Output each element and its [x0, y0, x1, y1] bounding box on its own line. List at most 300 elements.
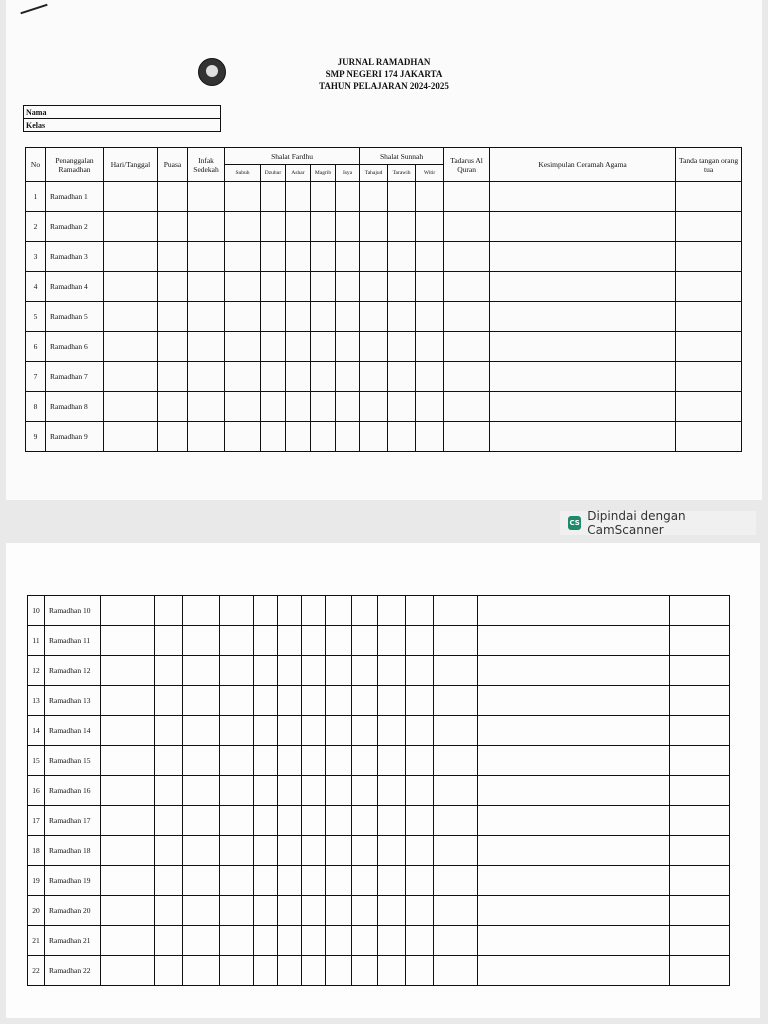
empty-cell [670, 866, 730, 896]
empty-cell [261, 422, 286, 452]
empty-cell [278, 956, 302, 986]
empty-cell [352, 626, 378, 656]
row-number: 5 [26, 302, 46, 332]
empty-cell [676, 242, 742, 272]
empty-cell [302, 716, 326, 746]
empty-cell [336, 182, 360, 212]
table-row [28, 686, 730, 716]
row-number: 11 [28, 626, 45, 656]
empty-cell [261, 302, 286, 332]
empty-cell [155, 866, 183, 896]
empty-cell [676, 212, 742, 242]
empty-cell [183, 746, 220, 776]
empty-cell [416, 392, 444, 422]
col-hari-tanggal: Hari/Tanggal [104, 148, 158, 182]
empty-cell [225, 422, 261, 452]
table-row [28, 866, 730, 896]
empty-cell [254, 746, 278, 776]
empty-cell [302, 896, 326, 926]
empty-cell [188, 332, 225, 362]
empty-cell [220, 926, 254, 956]
row-ramadhan-label: Ramadhan 19 [45, 866, 101, 896]
empty-cell [388, 422, 416, 452]
empty-cell [158, 242, 188, 272]
empty-cell [360, 272, 388, 302]
empty-cell [286, 362, 311, 392]
empty-cell [183, 626, 220, 656]
empty-cell [444, 422, 490, 452]
empty-cell [311, 422, 336, 452]
empty-cell [406, 836, 434, 866]
empty-cell [155, 656, 183, 686]
empty-cell [225, 392, 261, 422]
table-row [26, 212, 742, 242]
empty-cell [155, 716, 183, 746]
empty-cell [352, 866, 378, 896]
row-number: 2 [26, 212, 46, 242]
row-ramadhan-label: Ramadhan 21 [45, 926, 101, 956]
empty-cell [352, 596, 378, 626]
empty-cell [104, 392, 158, 422]
row-ramadhan-label: Ramadhan 2 [46, 212, 104, 242]
empty-cell [183, 866, 220, 896]
camscanner-text: Dipindai dengan CamScanner [587, 509, 686, 537]
empty-cell [278, 596, 302, 626]
table-row [28, 626, 730, 656]
empty-cell [360, 182, 388, 212]
empty-cell [101, 656, 155, 686]
empty-cell [670, 956, 730, 986]
row-number: 22 [28, 956, 45, 986]
empty-cell [478, 686, 670, 716]
empty-cell [183, 806, 220, 836]
empty-cell [225, 242, 261, 272]
empty-cell [220, 776, 254, 806]
row-number: 14 [28, 716, 45, 746]
table-row [28, 836, 730, 866]
header-school: SMP NEGERI 174 JAKARTA [325, 69, 443, 79]
empty-cell [378, 596, 406, 626]
empty-cell [302, 956, 326, 986]
row-ramadhan-label: Ramadhan 22 [45, 956, 101, 986]
empty-cell [478, 926, 670, 956]
empty-cell [278, 626, 302, 656]
empty-cell [434, 716, 478, 746]
empty-cell [388, 212, 416, 242]
journal-table-page-2 [27, 595, 730, 986]
empty-cell [434, 956, 478, 986]
empty-cell [158, 182, 188, 212]
empty-cell [378, 776, 406, 806]
row-number: 17 [28, 806, 45, 836]
empty-cell [406, 596, 434, 626]
empty-cell [352, 896, 378, 926]
row-number: 6 [26, 332, 46, 362]
empty-cell [104, 422, 158, 452]
empty-cell [378, 866, 406, 896]
row-ramadhan-label: Ramadhan 12 [45, 656, 101, 686]
empty-cell [286, 182, 311, 212]
empty-cell [378, 956, 406, 986]
empty-cell [478, 776, 670, 806]
empty-cell [416, 272, 444, 302]
empty-cell [311, 212, 336, 242]
empty-cell [254, 956, 278, 986]
empty-cell [670, 626, 730, 656]
empty-cell [158, 212, 188, 242]
empty-cell [406, 866, 434, 896]
empty-cell [478, 656, 670, 686]
col-witir: Witir [416, 165, 444, 182]
empty-cell [302, 836, 326, 866]
empty-cell [434, 836, 478, 866]
empty-cell [406, 956, 434, 986]
empty-cell [336, 362, 360, 392]
empty-cell [188, 212, 225, 242]
empty-cell [676, 332, 742, 362]
row-ramadhan-label: Ramadhan 13 [45, 686, 101, 716]
empty-cell [155, 926, 183, 956]
empty-cell [220, 836, 254, 866]
row-ramadhan-label: Ramadhan 9 [46, 422, 104, 452]
empty-cell [302, 596, 326, 626]
col-dzuhur: Dzuhur [261, 165, 286, 182]
identity-box [23, 105, 221, 132]
header-year: TAHUN PELAJARAN 2024-2025 [319, 81, 449, 91]
empty-cell [101, 626, 155, 656]
empty-cell [326, 626, 352, 656]
empty-cell [155, 956, 183, 986]
empty-cell [336, 332, 360, 362]
empty-cell [490, 182, 676, 212]
empty-cell [378, 656, 406, 686]
empty-cell [416, 362, 444, 392]
empty-cell [101, 596, 155, 626]
empty-cell [360, 242, 388, 272]
empty-cell [158, 422, 188, 452]
row-ramadhan-label: Ramadhan 11 [45, 626, 101, 656]
empty-cell [388, 302, 416, 332]
empty-cell [406, 776, 434, 806]
empty-cell [352, 956, 378, 986]
table-row [28, 926, 730, 956]
col-subuh: Subuh [225, 165, 261, 182]
row-number: 7 [26, 362, 46, 392]
empty-cell [388, 332, 416, 362]
empty-cell [261, 392, 286, 422]
empty-cell [444, 362, 490, 392]
empty-cell [326, 896, 352, 926]
col-tadarus: Tadarus Al Quran [444, 148, 490, 182]
empty-cell [278, 896, 302, 926]
document-header [0, 56, 768, 92]
table-row [28, 716, 730, 746]
empty-cell [225, 362, 261, 392]
row-number: 8 [26, 392, 46, 422]
empty-cell [225, 212, 261, 242]
empty-cell [220, 716, 254, 746]
empty-cell [278, 866, 302, 896]
empty-cell [326, 776, 352, 806]
empty-cell [188, 302, 225, 332]
empty-cell [416, 332, 444, 362]
empty-cell [188, 392, 225, 422]
table-row [26, 362, 742, 392]
col-isya: Isya [336, 165, 360, 182]
camscanner-watermark [560, 511, 756, 535]
empty-cell [388, 272, 416, 302]
empty-cell [478, 806, 670, 836]
empty-cell [406, 746, 434, 776]
col-tanda-tangan: Tanda tangan orang tua [676, 148, 742, 182]
empty-cell [490, 422, 676, 452]
empty-cell [188, 242, 225, 272]
row-ramadhan-label: Ramadhan 7 [46, 362, 104, 392]
empty-cell [101, 926, 155, 956]
empty-cell [406, 896, 434, 926]
empty-cell [444, 212, 490, 242]
empty-cell [183, 776, 220, 806]
empty-cell [155, 626, 183, 656]
empty-cell [101, 866, 155, 896]
empty-cell [278, 806, 302, 836]
empty-cell [254, 806, 278, 836]
empty-cell [104, 272, 158, 302]
empty-cell [444, 272, 490, 302]
empty-cell [188, 362, 225, 392]
row-number: 9 [26, 422, 46, 452]
empty-cell [478, 896, 670, 926]
kelas-label: Kelas [24, 119, 221, 132]
empty-cell [254, 716, 278, 746]
empty-cell [302, 626, 326, 656]
empty-cell [388, 182, 416, 212]
empty-cell [490, 272, 676, 302]
empty-cell [225, 332, 261, 362]
empty-cell [434, 926, 478, 956]
row-number: 12 [28, 656, 45, 686]
row-number: 21 [28, 926, 45, 956]
empty-cell [406, 686, 434, 716]
journal-table-page-1 [25, 147, 742, 452]
col-magrib: Magrib [311, 165, 336, 182]
empty-cell [188, 272, 225, 302]
empty-cell [261, 212, 286, 242]
empty-cell [444, 392, 490, 422]
row-ramadhan-label: Ramadhan 16 [45, 776, 101, 806]
pen-mark [20, 4, 47, 15]
empty-cell [444, 242, 490, 272]
empty-cell [311, 272, 336, 302]
table-row [26, 422, 742, 452]
empty-cell [254, 866, 278, 896]
empty-cell [261, 272, 286, 302]
empty-cell [286, 302, 311, 332]
empty-cell [434, 656, 478, 686]
empty-cell [183, 716, 220, 746]
empty-cell [378, 896, 406, 926]
empty-cell [670, 836, 730, 866]
col-penanggalan: Penanggalan Ramadhan [46, 148, 104, 182]
empty-cell [220, 596, 254, 626]
table-row [28, 656, 730, 686]
table-row [28, 956, 730, 986]
empty-cell [311, 302, 336, 332]
empty-cell [406, 926, 434, 956]
empty-cell [155, 836, 183, 866]
empty-cell [311, 392, 336, 422]
empty-cell [183, 686, 220, 716]
empty-cell [416, 182, 444, 212]
empty-cell [676, 272, 742, 302]
col-puasa: Puasa [158, 148, 188, 182]
row-number: 3 [26, 242, 46, 272]
empty-cell [326, 866, 352, 896]
empty-cell [261, 182, 286, 212]
row-ramadhan-label: Ramadhan 6 [46, 332, 104, 362]
empty-cell [254, 686, 278, 716]
row-ramadhan-label: Ramadhan 3 [46, 242, 104, 272]
empty-cell [302, 926, 326, 956]
empty-cell [444, 332, 490, 362]
empty-cell [336, 242, 360, 272]
empty-cell [254, 836, 278, 866]
empty-cell [478, 746, 670, 776]
header-title: JURNAL RAMADHAN [337, 57, 431, 67]
empty-cell [478, 836, 670, 866]
row-number: 10 [28, 596, 45, 626]
table-row [28, 896, 730, 926]
empty-cell [444, 182, 490, 212]
col-shalat-fardhu: Shalat Fardhu [225, 148, 360, 165]
empty-cell [378, 686, 406, 716]
empty-cell [378, 626, 406, 656]
camscanner-icon: CS [568, 516, 581, 530]
empty-cell [434, 746, 478, 776]
empty-cell [416, 242, 444, 272]
empty-cell [434, 896, 478, 926]
empty-cell [302, 866, 326, 896]
empty-cell [360, 392, 388, 422]
empty-cell [406, 806, 434, 836]
empty-cell [183, 896, 220, 926]
empty-cell [311, 332, 336, 362]
empty-cell [676, 302, 742, 332]
empty-cell [670, 776, 730, 806]
empty-cell [388, 362, 416, 392]
empty-cell [261, 362, 286, 392]
empty-cell [378, 716, 406, 746]
empty-cell [158, 332, 188, 362]
table-row [28, 746, 730, 776]
empty-cell [352, 806, 378, 836]
empty-cell [183, 656, 220, 686]
empty-cell [378, 746, 406, 776]
col-kesimpulan: Kesimpulan Ceramah Agama [490, 148, 676, 182]
empty-cell [676, 422, 742, 452]
empty-cell [104, 182, 158, 212]
empty-cell [378, 836, 406, 866]
empty-cell [278, 716, 302, 746]
row-number: 15 [28, 746, 45, 776]
empty-cell [326, 926, 352, 956]
empty-cell [158, 392, 188, 422]
empty-cell [155, 596, 183, 626]
table-row [26, 242, 742, 272]
row-ramadhan-label: Ramadhan 5 [46, 302, 104, 332]
empty-cell [670, 896, 730, 926]
empty-cell [183, 836, 220, 866]
empty-cell [326, 806, 352, 836]
table-row [26, 392, 742, 422]
empty-cell [490, 332, 676, 362]
empty-cell [670, 926, 730, 956]
empty-cell [101, 716, 155, 746]
empty-cell [158, 302, 188, 332]
row-number: 4 [26, 272, 46, 302]
empty-cell [336, 272, 360, 302]
row-ramadhan-label: Ramadhan 18 [45, 836, 101, 866]
empty-cell [286, 212, 311, 242]
empty-cell [326, 836, 352, 866]
empty-cell [676, 392, 742, 422]
empty-cell [278, 686, 302, 716]
empty-cell [378, 926, 406, 956]
empty-cell [155, 806, 183, 836]
empty-cell [101, 746, 155, 776]
empty-cell [478, 956, 670, 986]
empty-cell [104, 242, 158, 272]
empty-cell [336, 302, 360, 332]
empty-cell [326, 746, 352, 776]
empty-cell [220, 626, 254, 656]
table-row [26, 182, 742, 212]
empty-cell [676, 182, 742, 212]
empty-cell [104, 362, 158, 392]
empty-cell [434, 686, 478, 716]
empty-cell [416, 422, 444, 452]
row-ramadhan-label: Ramadhan 17 [45, 806, 101, 836]
empty-cell [254, 776, 278, 806]
empty-cell [101, 896, 155, 926]
col-no: No [26, 148, 46, 182]
empty-cell [220, 686, 254, 716]
empty-cell [220, 866, 254, 896]
empty-cell [360, 212, 388, 242]
empty-cell [254, 896, 278, 926]
empty-cell [490, 242, 676, 272]
empty-cell [670, 746, 730, 776]
empty-cell [101, 806, 155, 836]
row-ramadhan-label: Ramadhan 1 [46, 182, 104, 212]
empty-cell [302, 746, 326, 776]
table-row [26, 272, 742, 302]
empty-cell [434, 806, 478, 836]
empty-cell [434, 866, 478, 896]
col-infak: Infak Sedekah [188, 148, 225, 182]
empty-cell [378, 806, 406, 836]
empty-cell [490, 302, 676, 332]
empty-cell [352, 656, 378, 686]
empty-cell [286, 392, 311, 422]
empty-cell [158, 272, 188, 302]
empty-cell [155, 776, 183, 806]
empty-cell [326, 596, 352, 626]
table-row [26, 332, 742, 362]
empty-cell [670, 806, 730, 836]
empty-cell [406, 716, 434, 746]
empty-cell [254, 926, 278, 956]
